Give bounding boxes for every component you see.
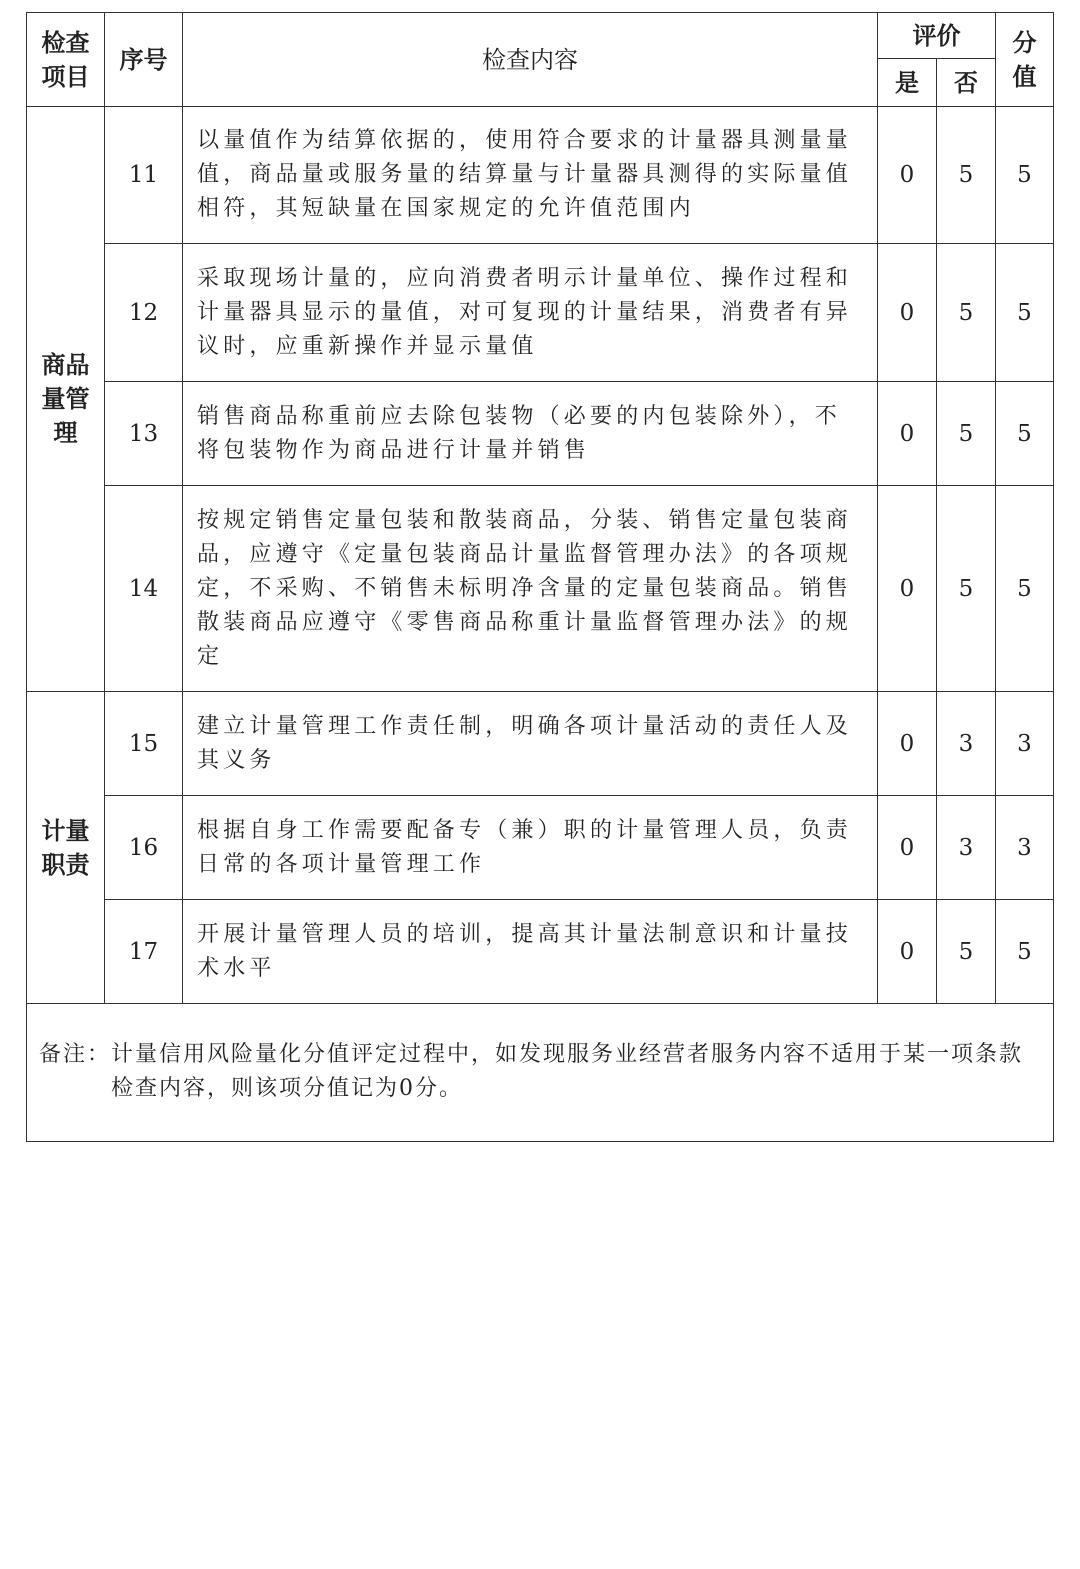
row-no: 3 [937, 692, 996, 796]
row-score: 5 [996, 107, 1054, 244]
row-content: 销售商品称重前应去除包装物（必要的内包装除外），不将包装物作为商品进行计量并销售 [183, 382, 878, 486]
row-seq: 12 [105, 244, 183, 382]
row-seq: 14 [105, 486, 183, 692]
header-category [27, 13, 105, 107]
row-yes: 0 [878, 796, 937, 900]
row-score: 5 [996, 382, 1054, 486]
row-seq: 11 [105, 107, 183, 244]
header-category-line2: 项目 [41, 62, 90, 91]
row-yes: 0 [878, 486, 937, 692]
table-row [27, 692, 1054, 796]
row-content: 以量值作为结算依据的，使用符合要求的计量器具测量量值，商品量或服务量的结算量与计量器具测得的实际量值相符，其短缺量在国家规定的允许值范围内 [183, 107, 878, 244]
row-content: 根据自身工作需要配备专（兼）职的计量管理人员，负责日常的各项计量管理工作 [183, 796, 878, 900]
row-content: 采取现场计量的，应向消费者明示计量单位、操作过程和计量器具显示的量值，对可复现的计量结果，消费者有异议时，应重新操作并显示量值 [183, 244, 878, 382]
note-text: 计量信用风险量化分值评定过程中，如发现服务业经营者服务内容不适用于某一项条款检查内容，则该项分值记为0分。 [111, 1042, 1024, 1101]
row-seq: 13 [105, 382, 183, 486]
header-evaluation: 评价 [878, 13, 996, 59]
row-no: 5 [937, 107, 996, 244]
table-row [27, 382, 1054, 486]
row-no: 5 [937, 486, 996, 692]
header-no: 否 [937, 59, 996, 107]
note-cell [27, 1004, 1054, 1142]
table-row [27, 107, 1054, 244]
row-no: 5 [937, 382, 996, 486]
header-score-line1: 分 [1012, 28, 1037, 57]
row-no: 5 [937, 244, 996, 382]
header-category-line1: 检查 [41, 28, 90, 57]
category-goods-quantity [27, 107, 105, 692]
category-metrology-duty [27, 692, 105, 1004]
note [39, 1038, 1041, 1106]
row-content: 开展计量管理人员的培训，提高其计量法制意识和计量技术水平 [183, 900, 878, 1004]
header-score-line2: 值 [1012, 62, 1037, 91]
row-score: 5 [996, 900, 1054, 1004]
header-score [996, 13, 1054, 107]
row-yes: 0 [878, 107, 937, 244]
row-content: 按规定销售定量包装和散装商品，分装、销售定量包装商品，应遵守《定量包装商品计量监督管理办法》的各项规定，不采购、不销售未标明净含量的定量包装商品。销售散装商品应遵守《零售商品称重计量监督管理办法》的规定 [183, 486, 878, 692]
row-yes: 0 [878, 692, 937, 796]
category-line: 商品 [41, 351, 90, 379]
row-yes: 0 [878, 382, 937, 486]
header-seq: 序号 [105, 13, 183, 107]
row-yes: 0 [878, 244, 937, 382]
row-yes: 0 [878, 900, 937, 1004]
row-score: 5 [996, 244, 1054, 382]
table-row [27, 486, 1054, 692]
row-seq: 16 [105, 796, 183, 900]
note-row [27, 1004, 1054, 1142]
category-line: 量管 [41, 385, 90, 413]
row-no: 5 [937, 900, 996, 1004]
table-row [27, 900, 1054, 1004]
note-label: 备注： [39, 1042, 112, 1067]
row-score: 5 [996, 486, 1054, 692]
row-score: 3 [996, 692, 1054, 796]
inspection-table [26, 12, 1054, 1142]
row-no: 3 [937, 796, 996, 900]
row-seq: 17 [105, 900, 183, 1004]
table-row [27, 796, 1054, 900]
header-yes: 是 [878, 59, 937, 107]
category-line: 职责 [41, 850, 90, 879]
row-seq: 15 [105, 692, 183, 796]
category-line: 计量 [41, 816, 90, 845]
row-content: 建立计量管理工作责任制，明确各项计量活动的责任人及其义务 [183, 692, 878, 796]
row-score: 3 [996, 796, 1054, 900]
category-line: 理 [53, 419, 78, 447]
table-row [27, 244, 1054, 382]
header-content: 检查内容 [183, 13, 878, 107]
